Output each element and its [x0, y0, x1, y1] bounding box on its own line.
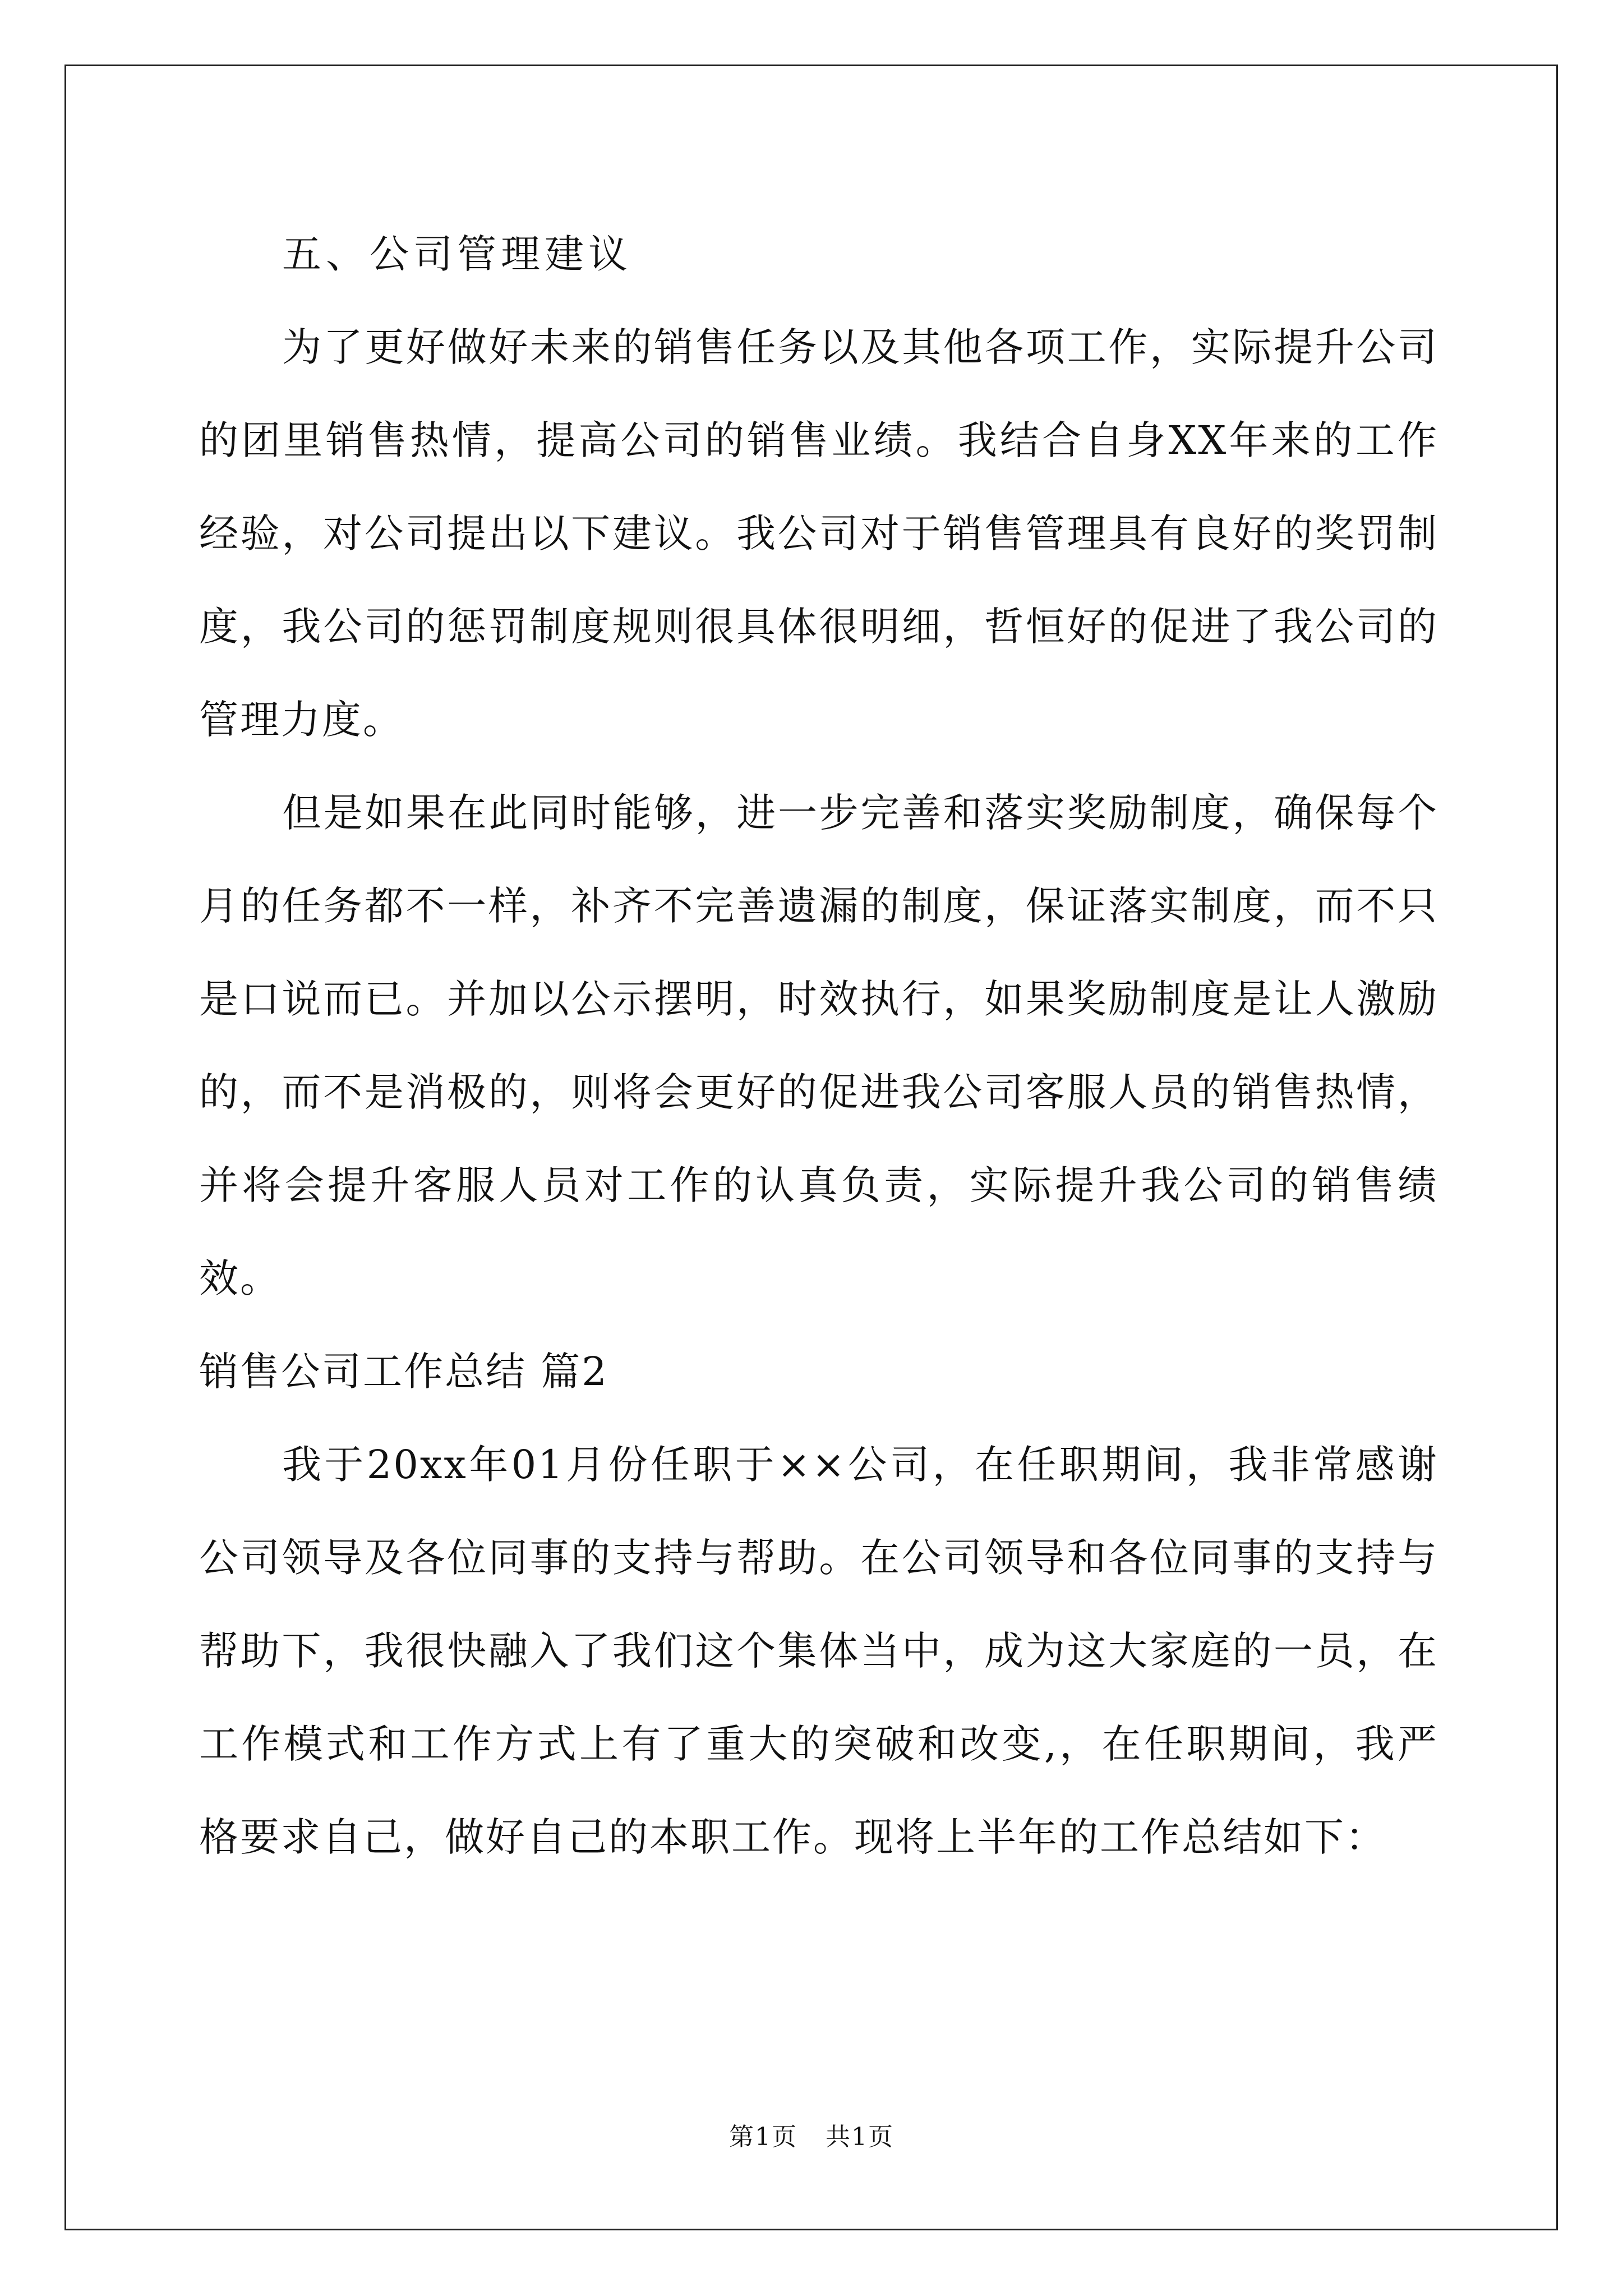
page-footer [0, 2120, 1623, 2154]
section-title: 销售公司工作总结 篇2 [199, 1349, 608, 1395]
paragraph-reward-system: 但是如果在此同时能够，进一步完善和落实奖励制度，确保每个月的任务都不一样，补齐不完善遗漏的制度，保证落实制度，而不只是口说而已。并加以公示摆明，时效执行，如果奖励制度是让人激励的，而不是消极的，则将会更好的促进我公司客服人员的销售热情，并将会提升客服人员对工作的认真负责，实际提升我公司的销售绩效。 [199, 790, 1438, 1301]
page-total: 共1页 [826, 2123, 894, 2151]
paragraph-suggestions: 为了更好做好未来的销售任务以及其他各项工作，实际提升公司的团里销售热情，提高公司的销售业绩。我结合自身XX年来的工作经验，对公司提出以下建议。我公司对于销售管理具有良好的奖罚制度，我公司的惩罚制度规则很具体很明细，哲恒好的促进了我公司的管理力度。 [199, 324, 1438, 743]
section-heading-management-suggestions: 五、公司管理建议 [282, 231, 632, 277]
document-body [199, 208, 1438, 1884]
paragraph-work-summary: 我于20xx年01月份任职于××公司，在任职期间，我非常感谢公司领导及各位同事的支持与帮助。在公司领导和各位同事的支持与帮助下，我很快融入了我们这个集体当中，成为这大家庭的一员，在工作模式和工作方式上有了重大的突破和改变,，在任职期间，我严格要求自己，做好自己的本职工作。现将上半年的工作总结如下： [199, 1442, 1438, 1860]
page-number: 第1页 [729, 2123, 797, 2151]
